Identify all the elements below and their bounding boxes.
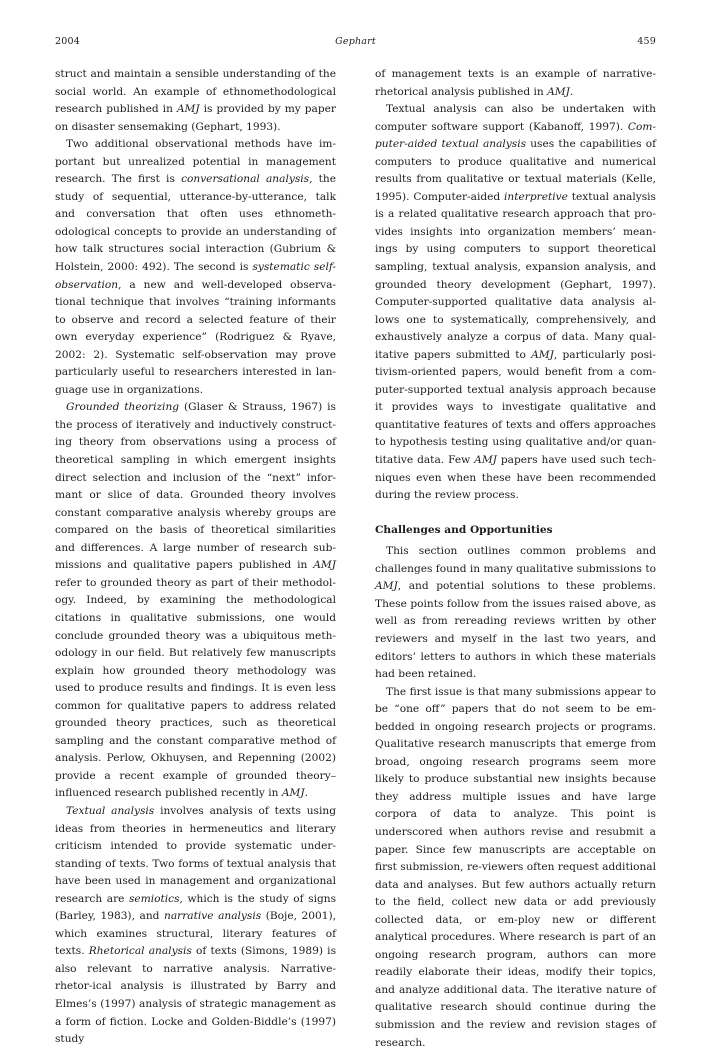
page-number: 459 (637, 36, 656, 47)
emphasis-text: AMJ (547, 85, 570, 98)
emphasis-text: Rhetorical analysis (88, 945, 192, 958)
emphasis-text: Textual analysis (66, 804, 155, 817)
emphasis-text: systematic self-observation (55, 261, 336, 291)
right-column (375, 66, 656, 1052)
emphasis-text: AMJ (375, 580, 398, 593)
section-heading: Challenges and Opportunities (375, 523, 553, 536)
emphasis-text: AMJ (176, 103, 200, 116)
left-paragraph-1: struct and maintain a sensible understanding of the social world. An example of ethnomethodological research published in AMJ is provided by my paper on disaster sensemaking (Gephart, 1993). (55, 68, 336, 133)
left-paragraph-3: Grounded theorizing (Glaser & Strauss, 1967) is the process of iteratively and inductively construct-ing theory from observations using a process of theoretical sampling in which emergent insights direct selection and inclusion of the “next” infor-mant or slice of data. Grounded theory involves constant comparative analysis whereby groups are compared on the basis of theoretical similarities and differences. A large number of research sub-missions and qualitative papers published in AMJ refer to grounded theory as part of their methodol-ogy. Indeed, by examining the methodological citations in qualitative submissions, one would conclude grounded theory was a ubiquitous meth-odology in our field. But relatively few manuscripts explain how grounded theory methodology was used to produce results and findings. It is even less common for qualitative papers to address related grounded theory practices, such as theoretical sampling and the constant comparative method of analysis. Perlow, Okhuysen, and Repenning (2002) provide a recent example of grounded theory–influenced research published recently in AMJ. (55, 401, 336, 800)
header-author: Gephart (335, 36, 376, 47)
left-paragraph-2: Two additional observational methods have im-portant but unrealized potential in management research. The first is conversational analysis, the study of sequential, utterance-by-utterance, talk and conversation that often uses ethnometh-odological concepts to provide an understanding of how talk structures social interaction (Gubrium & Holstein, 2000: 492). The second is systematic self-observation, a new and well-developed observa-tional technique that involves “training informants to observe and record a selected feature of their own everyday experience” (Rodriguez & Ryave, 2002: 2). Systematic self-observation may prove particularly useful to researchers interested in lan-guage use in organizations. (55, 138, 336, 396)
emphasis-text: conversational analysis, (181, 173, 313, 186)
emphasis-text: interpretive (504, 190, 568, 203)
header-year: 2004 (55, 36, 80, 47)
emphasis-text: narrative analysis (164, 910, 262, 923)
emphasis-text: AMJ (281, 787, 305, 800)
right-paragraph-2: Textual analysis can also be undertaken with computer software support (Kabanoff, 1997). Com-puter-aided textual analysis uses the capabilities of computers to produce qualitative and numerical results from qualitative or textual materials (Kelle, 1995). Computer-aided interpretive textual analysis is a related qualitative research approach that pro-vides insights into organization members’ mean-ings by using computers to support theoretical sampling, textual analysis, expansion analysis, and grounded theory development (Gephart, 1997). Computer-supported qualitative data analysis al-lows one to systematically, comprehensively, and exhaustively analyze a corpus of data. Many qual-itative papers submitted to AMJ, particularly posi-tivism-oriented papers, would benefit from a com-puter-supported textual analysis approach because it provides ways to investigate qualitative and quantitative features of texts and offers approaches to hypothesis testing using qualitative and/or quan-titative data. Few AMJ papers have used such tech-niques even when these have been recommended during the review process. (375, 103, 657, 502)
emphasis-text: Grounded theorizing (66, 401, 180, 414)
emphasis-text: AMJ (313, 559, 336, 572)
emphasis-text: semiotics (128, 892, 180, 905)
right-paragraph-1: of management texts is an example of narrative-rhetorical analysis published in AMJ. (375, 68, 656, 98)
emphasis-text: AMJ (531, 348, 554, 361)
right-paragraph-3: This section outlines common problems and challenges found in many qualitative submissions to AMJ, and potential solutions to these problems. These points follow from the issues raised above, as well as from rereading reviews written by other reviewers and myself in the last two years, and editors’ letters to authors in which these materials had been retained. (375, 545, 656, 681)
right-paragraph-4: The first issue is that many submissions appear to be “one off” papers that do not seem to be em-bedded in ongoing research projects or programs. Qualitative research manuscripts that emerge from broad, ongoing research programs seem more likely to produce substantial new insights because they address multiple issues and have large corpora of data to analyze. This point is underscored when authors revise and resubmit a paper. Since few manuscripts are acceptable on first submission, re-viewers often request additional data and analyses. But few authors actually return to the field, collect new data or add previously collected data, or em-ploy new or different analytical procedures. Where research is part of an ongoing research program, authors can more readily elaborate their ideas, modify their topics, and analyze additional data. The iterative nature of qualitative research should continue during the submission and the review and revision stages of research. (375, 685, 656, 1049)
emphasis-text: Com-puter-aided textual analysis (375, 120, 656, 151)
left-paragraph-4: Textual analysis involves analysis of texts using ideas from theories in hermeneutics and literary criticism intended to provide systematic under-standing of texts. Two forms of textual analysis that have been used in management and organizational research are semiotics, which is the study of signs (Barley, 1983), and narrative analysis (Boje, 2001), which examines structural, literary features of texts. Rhetorical analysis of texts (Simons, 1989) is also relevant to narrative analysis. Narrative-rhetor-ical analysis is illustrated by Barry and Elmes’s (1997) analysis of strategic management as a form of fiction. Locke and Golden-Biddle’s (1997) study (55, 804, 337, 1046)
left-column (55, 66, 336, 1049)
running-header (55, 36, 656, 50)
emphasis-text: AMJ (474, 454, 497, 467)
